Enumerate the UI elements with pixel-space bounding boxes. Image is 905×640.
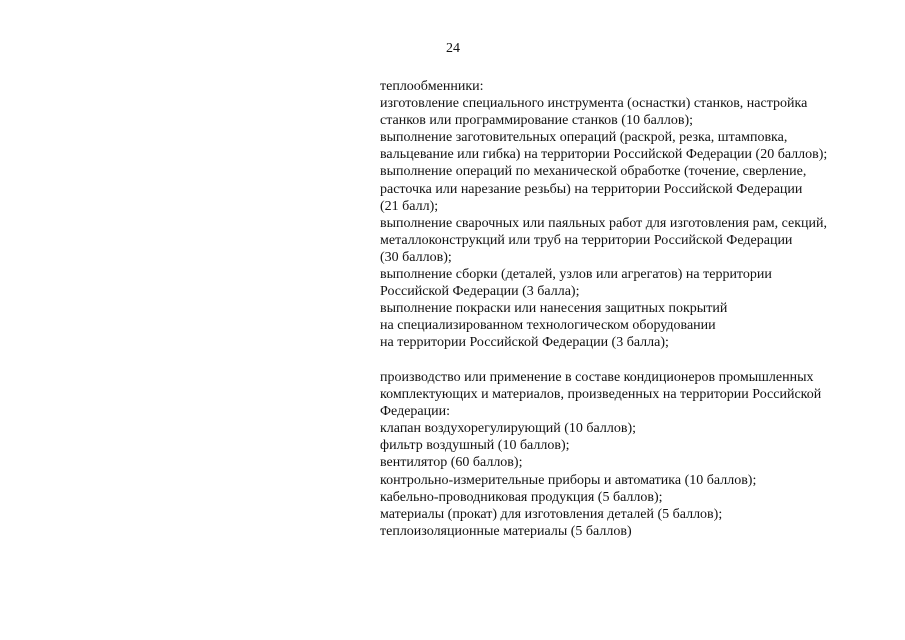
document-line: вальцевание или гибка) на территории Российской Федерации (20 баллов); [380,147,828,163]
document-line: фильтр воздушный (10 баллов); [380,438,570,454]
document-line: вентилятор (60 баллов); [380,455,523,471]
document-line: контрольно-измерительные приборы и автоматика (10 баллов); [380,472,757,488]
document-line: на специализированном технологическом оборудовании [380,318,716,334]
document-section-1 [380,78,880,352]
document-line: производство или применение в составе кондиционеров промышленных [380,370,814,385]
document-line: Федерации: [380,404,451,420]
document-line: выполнение сварочных или паяльных работ для изготовления рам, секций, [380,215,828,231]
document-line: (30 баллов); [380,249,452,265]
document-line: изготовление специального инструмента (оснастки) станков, настройка [380,96,808,112]
document-line: (21 балл); [380,198,439,214]
document-line: клапан воздухорегулирующий (10 баллов); [380,421,637,437]
document-line: комплектующих и материалов, произведенных на территории Российской [380,387,822,403]
document-line: Российской Федерации (3 балла); [380,284,580,300]
document-line: теплоизоляционные материалы (5 баллов) [380,523,632,539]
document-line: выполнение покраски или нанесения защитных покрытий [380,301,728,317]
document-line: металлоконструкций или труб на территории Российской Федерации [380,232,793,248]
document-line: расточка или нарезание резьбы) на территории Российской Федерации [380,181,803,197]
document-line: выполнение сборки (деталей, узлов или агрегатов) на территории [380,267,772,283]
page-number: 24 [446,41,460,56]
document-line: выполнение операций по механической обработке (точение, сверление, [380,164,807,180]
document-line: на территории Российской Федерации (3 балла); [380,335,669,351]
document-line: станков или программирование станков (10 баллов); [380,113,694,129]
document-line: теплообменники: [380,79,484,94]
document-section-2 [380,369,880,540]
document-line: материалы (прокат) для изготовления деталей (5 баллов); [380,506,723,522]
document-line: выполнение заготовительных операций (раскрой, резка, штамповка, [380,130,788,146]
document-line: кабельно-проводниковая продукция (5 баллов); [380,489,663,505]
